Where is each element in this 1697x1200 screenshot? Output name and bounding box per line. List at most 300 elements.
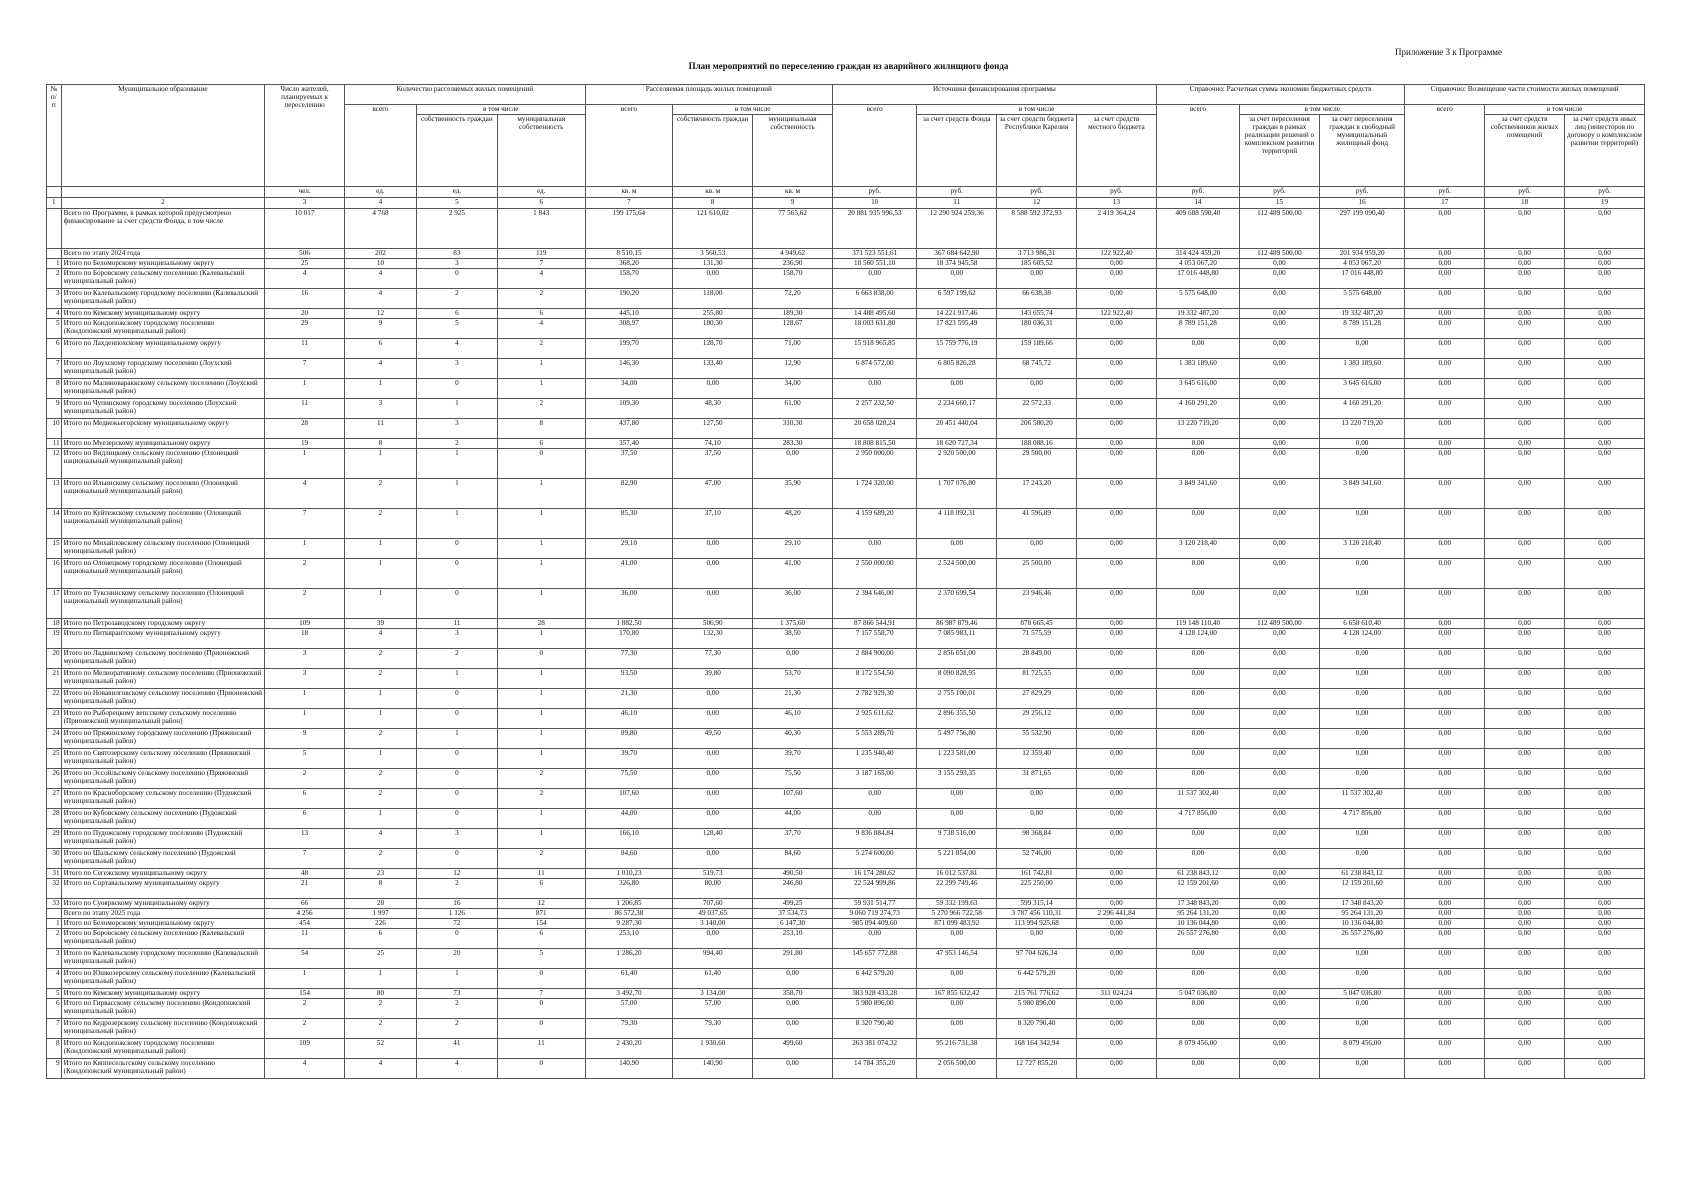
value-cell: 0,00 (1405, 989, 1485, 999)
value-cell: 5 270 966 722,58 (917, 909, 997, 919)
value-cell: 8 320 790,40 (833, 1019, 917, 1039)
value-cell: 0,00 (673, 589, 753, 619)
value-cell: 31 871,65 (997, 769, 1077, 789)
value-cell: 0,00 (1319, 589, 1404, 619)
value-cell: 89,80 (585, 729, 673, 749)
value-cell: 2 (344, 769, 416, 789)
row-number: 18 (47, 619, 62, 629)
value-cell: 2 (265, 769, 345, 789)
value-cell: 0,00 (1485, 789, 1565, 809)
value-cell: 146,30 (585, 359, 673, 379)
value-cell: 28 849,00 (997, 649, 1077, 669)
value-cell: 0,00 (1564, 869, 1644, 879)
value-cell: 8 (344, 439, 416, 449)
value-cell: 1 (416, 479, 497, 509)
value-cell: 1 (497, 509, 585, 539)
header-count-all: всего (344, 105, 416, 187)
row-number: 28 (47, 809, 62, 829)
value-cell: 8 (497, 419, 585, 439)
value-cell: 5 575 648,00 (1156, 289, 1239, 309)
value-cell: 61,00 (753, 399, 833, 419)
value-cell: 4 (497, 319, 585, 339)
value-cell: 1 375,60 (753, 619, 833, 629)
row-number: 30 (47, 849, 62, 869)
header-reimb-incl: в том числе (1485, 105, 1645, 115)
value-cell: 0,00 (1564, 879, 1644, 899)
value-cell: 109 (265, 1039, 345, 1059)
value-cell: 0,00 (1485, 269, 1565, 289)
value-cell: 4 159 689,20 (833, 509, 917, 539)
municipality-name: Всего по Программе, в рамках которой предусмотрено финансирование за счет средств Фонда, в том числе (61, 209, 265, 249)
value-cell: 0,00 (1156, 709, 1239, 729)
value-cell: 0,00 (1156, 589, 1239, 619)
value-cell: 0,00 (1156, 1019, 1239, 1039)
value-cell: 2 782 929,30 (833, 689, 917, 709)
value-cell: 2 856 051,00 (917, 649, 997, 669)
value-cell: 0,00 (1564, 479, 1644, 509)
value-cell: 37,70 (753, 829, 833, 849)
value-cell: 188 088,16 (997, 439, 1077, 449)
header-economy: Справочно: Расчетная сумма экономии бюджетных средств (1156, 85, 1405, 105)
value-cell: 86 572,38 (585, 909, 673, 919)
value-cell: 27 829,29 (997, 689, 1077, 709)
value-cell: 0,00 (1319, 769, 1404, 789)
value-cell: 4 (344, 359, 416, 379)
value-cell: 5 047 036,80 (1156, 989, 1239, 999)
value-cell: 0,00 (1405, 589, 1485, 619)
value-cell: 0,00 (1564, 789, 1644, 809)
value-cell: 0,00 (1156, 769, 1239, 789)
unit-cell: руб. (1240, 187, 1320, 198)
header-econ-incl: в том числе (1240, 105, 1405, 115)
municipality-name: Итого по Калевальскому городскому поселению (Калевальский муниципальный район) (61, 949, 265, 969)
value-cell: 0,00 (1240, 1019, 1320, 1039)
value-cell: 0,00 (1240, 869, 1320, 879)
municipality-name: Итого по Шальскому сельскому поселению (Пудожский муниципальный район) (61, 849, 265, 869)
value-cell: 4 160 291,20 (1319, 399, 1404, 419)
value-cell: 0,00 (1405, 209, 1485, 249)
value-cell: 6 (344, 929, 416, 949)
value-cell: 0,00 (1485, 999, 1565, 1019)
value-cell: 59 931 514,77 (833, 899, 917, 909)
municipality-name: Итого по Кондопожскому городскому поселению (Кондопожский муниципальный район) (61, 1039, 265, 1059)
value-cell: 44,00 (753, 809, 833, 829)
value-cell: 0,00 (1240, 319, 1320, 339)
value-cell: 0 (416, 769, 497, 789)
value-cell: 0,00 (1564, 909, 1644, 919)
value-cell: 2 (416, 879, 497, 899)
value-cell: 18 (265, 629, 345, 649)
value-cell: 0,00 (1240, 649, 1320, 669)
value-cell: 112 489 500,00 (1240, 619, 1320, 629)
municipality-name: Итого по Чупинскому городскому поселению (Лоухский муниципальный район) (61, 399, 265, 419)
value-cell: 180 036,31 (997, 319, 1077, 339)
value-cell: 0,00 (1076, 259, 1156, 269)
value-cell: 17 348 843,20 (1156, 899, 1239, 909)
value-cell: 5 553 289,70 (833, 729, 917, 749)
value-cell: 201 934 959,20 (1319, 249, 1404, 259)
value-cell: 0,00 (753, 969, 833, 989)
row-number (47, 209, 62, 249)
value-cell: 0,00 (833, 789, 917, 809)
value-cell: 0,00 (1564, 729, 1644, 749)
value-cell: 161 742,81 (997, 869, 1077, 879)
value-cell: 0,00 (1240, 539, 1320, 559)
value-cell: 39,80 (673, 669, 753, 689)
value-cell: 17 348 843,20 (1319, 899, 1404, 909)
value-cell: 95 264 131,20 (1156, 909, 1239, 919)
value-cell: 1 (265, 969, 345, 989)
column-number-cell: 1 (47, 198, 62, 209)
row-number: 2 (47, 269, 62, 289)
value-cell: 128,70 (673, 339, 753, 359)
header-area-all: всего (585, 105, 673, 187)
value-cell: 0,00 (1564, 629, 1644, 649)
value-cell: 11 (497, 1039, 585, 1059)
value-cell: 0,00 (1564, 509, 1644, 539)
value-cell: 12 (497, 899, 585, 909)
value-cell: 0,00 (1405, 269, 1485, 289)
value-cell: 0,00 (1076, 479, 1156, 509)
value-cell: 61,40 (673, 969, 753, 989)
value-cell: 0,00 (1240, 849, 1320, 869)
municipality-name: Итого по Медвежьегорскому муниципальному округу (61, 419, 265, 439)
column-numbers-row (47, 198, 1645, 209)
row-number: 31 (47, 869, 62, 879)
value-cell: 0,00 (1405, 869, 1485, 879)
value-cell: 0,00 (1240, 689, 1320, 709)
value-cell: 0,00 (1405, 879, 1485, 899)
table-row (47, 539, 1645, 559)
value-cell: 97 704 626,34 (997, 949, 1077, 969)
value-cell: 61 238 843,12 (1319, 869, 1404, 879)
value-cell: 5 497 756,80 (917, 729, 997, 749)
value-cell: 36,00 (585, 589, 673, 619)
value-cell: 16 (416, 899, 497, 909)
value-cell: 1 (344, 969, 416, 989)
value-cell: 7 (497, 989, 585, 999)
value-cell: 0,00 (1240, 559, 1320, 589)
value-cell: 6 874 572,00 (833, 359, 917, 379)
header-reimb-all: всего (1405, 105, 1485, 187)
value-cell: 54 (265, 949, 345, 969)
unit-cell: чел. (265, 187, 345, 198)
value-cell: 0,00 (1156, 669, 1239, 689)
value-cell: 1 (497, 709, 585, 729)
table-row (47, 829, 1645, 849)
value-cell: 519,73 (673, 869, 753, 879)
value-cell: 0,00 (1076, 769, 1156, 789)
value-cell: 0,00 (753, 449, 833, 479)
value-cell: 0,00 (1240, 769, 1320, 789)
value-cell: 95 264 131,20 (1319, 909, 1404, 919)
value-cell: 13 (265, 829, 345, 849)
value-cell: 3 120 218,40 (1319, 539, 1404, 559)
table-row (47, 1039, 1645, 1059)
value-cell: 20 451 440,04 (917, 419, 997, 439)
value-cell: 0,00 (1405, 929, 1485, 949)
value-cell: 2 (344, 849, 416, 869)
value-cell: 0,00 (1240, 709, 1320, 729)
row-number: 22 (47, 689, 62, 709)
value-cell: 707,60 (673, 899, 753, 909)
value-cell: 10 136 044,80 (1319, 919, 1404, 929)
value-cell: 1 843 (497, 209, 585, 249)
value-cell: 4 128 124,00 (1319, 629, 1404, 649)
value-cell: 47 953 146,54 (917, 949, 997, 969)
value-cell: 41,00 (753, 559, 833, 589)
table-row (47, 319, 1645, 339)
municipality-name: Итого по Пудожскому городскому поселению (Пудожский муниципальный район) (61, 829, 265, 849)
value-cell: 311 024,24 (1076, 989, 1156, 999)
value-cell: 122 922,40 (1076, 309, 1156, 319)
table-row (47, 989, 1645, 999)
value-cell: 0,00 (1076, 509, 1156, 539)
value-cell: 0,00 (1485, 879, 1565, 899)
value-cell: 1 (497, 479, 585, 509)
header-financing: Источники финансирования программы (833, 85, 1157, 105)
value-cell: 109 (265, 619, 345, 629)
value-cell: 8 588 592 372,93 (997, 209, 1077, 249)
value-cell: 0,00 (1076, 399, 1156, 419)
value-cell: 29 500,00 (997, 449, 1077, 479)
value-cell: 119 (497, 249, 585, 259)
value-cell: 1 (497, 559, 585, 589)
municipality-name: Итого по Юшкозерскому сельскому поселению (Калевальский муниципальный район) (61, 969, 265, 989)
row-number (47, 249, 62, 259)
value-cell: 0,00 (1564, 419, 1644, 439)
municipality-name: Всего по этапу 2024 года (61, 249, 265, 259)
row-number: 7 (47, 1019, 62, 1039)
unit-cell: руб. (1319, 187, 1404, 198)
table-row (47, 619, 1645, 629)
value-cell: 0,00 (917, 969, 997, 989)
value-cell: 7 (497, 259, 585, 269)
value-cell: 0 (416, 789, 497, 809)
value-cell: 0,00 (1319, 999, 1404, 1019)
value-cell: 4 (265, 269, 345, 289)
value-cell: 0,00 (1076, 1039, 1156, 1059)
value-cell: 0 (497, 1019, 585, 1039)
value-cell: 0,00 (1564, 379, 1644, 399)
value-cell: 8 789 151,28 (1319, 319, 1404, 339)
value-cell: 0,00 (1485, 849, 1565, 869)
value-cell: 6 147,30 (753, 919, 833, 929)
value-cell: 5 575 648,00 (1319, 289, 1404, 309)
value-cell: 0,00 (1319, 559, 1404, 589)
value-cell: 0,00 (1319, 729, 1404, 749)
row-number: 26 (47, 769, 62, 789)
value-cell: 0,00 (1076, 709, 1156, 729)
value-cell: 3 (416, 419, 497, 439)
value-cell: 0,00 (1564, 269, 1644, 289)
value-cell: 167 855 632,42 (917, 989, 997, 999)
value-cell: 185 605,52 (997, 259, 1077, 269)
unit-cell: руб. (1405, 187, 1485, 198)
value-cell: 4 717 856,00 (1319, 809, 1404, 829)
value-cell: 0,00 (1319, 689, 1404, 709)
value-cell: 3 (265, 649, 345, 669)
value-cell: 2 370 699,54 (917, 589, 997, 619)
value-cell: 0,00 (753, 1059, 833, 1079)
municipality-name: Итого по Малиновараккскому сельскому поселению (Лоухский муниципальный район) (61, 379, 265, 399)
value-cell: 2 (344, 479, 416, 509)
value-cell: 1 997 (344, 909, 416, 919)
value-cell: 8 079 456,00 (1156, 1039, 1239, 1059)
value-cell: 0,00 (673, 709, 753, 729)
value-cell: 263 381 074,32 (833, 1039, 917, 1059)
value-cell: 93,50 (585, 669, 673, 689)
header-count: Количество расселяемых жилых помещений (344, 85, 585, 105)
value-cell: 0,00 (1240, 949, 1320, 969)
value-cell: 3 155 293,35 (917, 769, 997, 789)
value-cell: 143 655,74 (997, 309, 1077, 319)
value-cell: 12 727 855,20 (997, 1059, 1077, 1079)
value-cell: 3 (416, 359, 497, 379)
value-cell: 158,70 (585, 269, 673, 289)
row-number: 5 (47, 989, 62, 999)
value-cell: 3 645 616,00 (1156, 379, 1239, 399)
value-cell: 291,80 (753, 949, 833, 969)
value-cell: 0,00 (1076, 559, 1156, 589)
value-cell: 0,00 (1405, 949, 1485, 969)
value-cell: 1 383 189,60 (1319, 359, 1404, 379)
value-cell: 7 (265, 359, 345, 379)
municipality-name: Итого по Ладвинскому сельскому поселению (Прионежский муниципальный район) (61, 649, 265, 669)
value-cell: 0,00 (1405, 259, 1485, 269)
value-cell: 0,00 (1156, 509, 1239, 539)
value-cell: 2 (344, 729, 416, 749)
value-cell: 119 148 110,40 (1156, 619, 1239, 629)
value-cell: 0,00 (1076, 919, 1156, 929)
value-cell: 0,00 (1485, 929, 1565, 949)
value-cell: 13 220 719,20 (1319, 419, 1404, 439)
value-cell: 0,00 (1405, 789, 1485, 809)
value-cell: 0,00 (1485, 309, 1565, 319)
value-cell: 383 928 433,28 (833, 989, 917, 999)
value-cell: 21,30 (753, 689, 833, 709)
value-cell: 0,00 (1156, 949, 1239, 969)
column-number-cell: 5 (416, 198, 497, 209)
value-cell: 0,00 (1405, 339, 1485, 359)
value-cell: 0,00 (1485, 769, 1565, 789)
value-cell: 37,10 (673, 509, 753, 539)
column-number-cell: 14 (1156, 198, 1239, 209)
value-cell: 0 (497, 649, 585, 669)
unit-cell: ед. (416, 187, 497, 198)
value-cell: 5 (497, 949, 585, 969)
value-cell: 0,00 (1485, 969, 1565, 989)
value-cell: 0 (416, 559, 497, 589)
value-cell: 0,00 (1319, 509, 1404, 539)
value-cell: 2 056 500,00 (917, 1059, 997, 1079)
value-cell: 190,20 (585, 289, 673, 309)
value-cell: 0,00 (1156, 339, 1239, 359)
value-cell: 871 099 483,92 (917, 919, 997, 929)
column-number-cell: 9 (753, 198, 833, 209)
value-cell: 84,60 (753, 849, 833, 869)
value-cell: 20 658 020,24 (833, 419, 917, 439)
value-cell: 41 (416, 1039, 497, 1059)
value-cell: 0,00 (1240, 259, 1320, 269)
value-cell: 95 216 731,38 (917, 1039, 997, 1059)
municipality-name: Итого по Суоярвскому муниципальному округу (61, 899, 265, 909)
value-cell: 0,00 (1240, 669, 1320, 689)
table-row (47, 589, 1645, 619)
value-cell: 0,00 (1156, 449, 1239, 479)
value-cell: 59 332 199,63 (917, 899, 997, 909)
row-number: 8 (47, 379, 62, 399)
value-cell: 77,30 (585, 649, 673, 669)
value-cell: 20 881 935 996,53 (833, 209, 917, 249)
column-number-cell: 3 (265, 198, 345, 209)
value-cell: 5 221 854,00 (917, 849, 997, 869)
value-cell: 2 (497, 289, 585, 309)
table-row (47, 259, 1645, 269)
column-number-cell: 11 (917, 198, 997, 209)
row-number: 13 (47, 479, 62, 509)
row-number: 32 (47, 879, 62, 899)
value-cell: 29,10 (753, 539, 833, 559)
value-cell: 0,00 (1156, 999, 1239, 1019)
value-cell: 39 (344, 619, 416, 629)
value-cell: 0,00 (1485, 1059, 1565, 1079)
value-cell: 0,00 (1485, 749, 1565, 769)
value-cell: 48 (265, 869, 345, 879)
value-cell: 53,70 (753, 669, 833, 689)
value-cell: 132,30 (673, 629, 753, 649)
header-area: Расселяемая площадь жилых помещений (585, 85, 832, 105)
value-cell: 1 (265, 709, 345, 729)
value-cell: 1 (416, 969, 497, 989)
value-cell: 47,00 (673, 479, 753, 509)
value-cell: 4 949,62 (753, 249, 833, 259)
header-fin-budget: за счет средств бюджета Республики Карелия (997, 115, 1077, 187)
value-cell: 37,50 (585, 449, 673, 479)
value-cell: 72,20 (753, 289, 833, 309)
value-cell: 25 (344, 949, 416, 969)
value-cell: 0,00 (1076, 379, 1156, 399)
value-cell: 11 (416, 619, 497, 629)
value-cell: 206 580,20 (997, 419, 1077, 439)
value-cell: 0,00 (1485, 249, 1565, 259)
value-cell: 0,00 (1240, 989, 1320, 999)
value-cell: 2 (344, 789, 416, 809)
value-cell: 0,00 (1319, 849, 1404, 869)
table-row (47, 339, 1645, 359)
value-cell: 1 (416, 399, 497, 419)
value-cell: 82,90 (585, 479, 673, 509)
value-cell: 0,00 (1485, 1039, 1565, 1059)
units-row (47, 187, 1645, 198)
table-row (47, 509, 1645, 539)
value-cell: 0,00 (1319, 709, 1404, 729)
value-cell: 437,80 (585, 419, 673, 439)
value-cell: 1 (344, 709, 416, 729)
value-cell: 12 (416, 869, 497, 879)
value-cell: 0,00 (1405, 559, 1485, 589)
table-row (47, 309, 1645, 319)
value-cell: 0,00 (1319, 449, 1404, 479)
value-cell: 0,00 (1405, 289, 1485, 309)
value-cell: 0,00 (1564, 399, 1644, 419)
row-number: 3 (47, 949, 62, 969)
value-cell: 57,00 (585, 999, 673, 1019)
value-cell: 0,00 (1240, 419, 1320, 439)
value-cell: 0,00 (1319, 339, 1404, 359)
value-cell: 1 707 076,80 (917, 479, 997, 509)
value-cell: 8 090 828,95 (917, 669, 997, 689)
